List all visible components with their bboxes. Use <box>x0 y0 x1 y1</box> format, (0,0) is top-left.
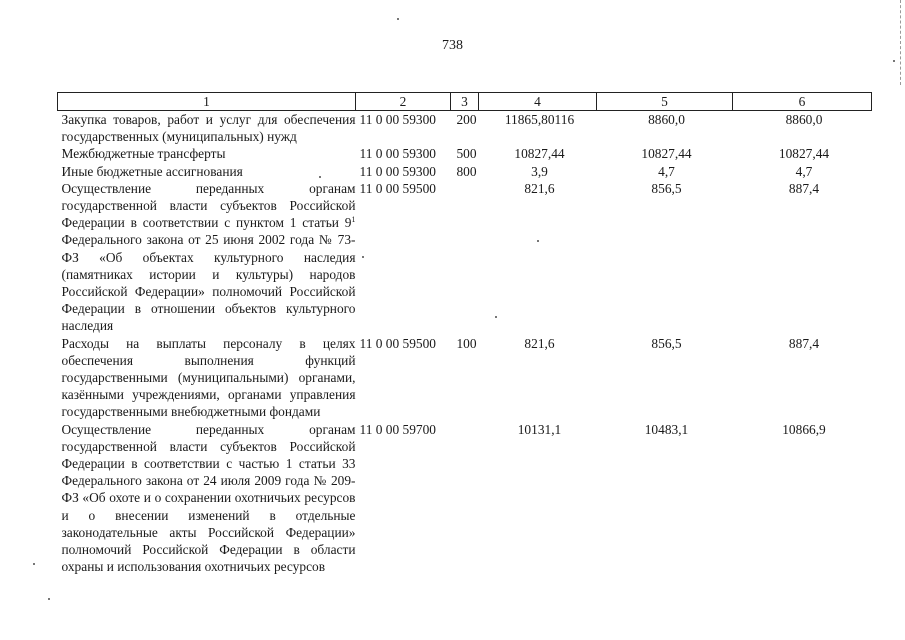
row-value-col6: 10866,9 <box>782 421 826 437</box>
column-header-5: 5 <box>597 93 733 111</box>
page-number: 738 <box>442 38 463 53</box>
row-name: Расходы на выплаты персоналу в целях обеспечения выполнения функций государственными (муниципальными) органами, казёнными учреждениями, органами управления государственными внебюджетными фондами <box>61 335 356 420</box>
column-header-2: 2 <box>356 93 451 111</box>
row-name-part: Федерального закона от 25 июня 2002 года № 73-ФЗ «Об объектах культурного наследия (памятниках истории и культуры) народов Российской Федерации» полномочий Российской Федерации в отношении объектов культурного наследия <box>61 232 356 334</box>
row-code: 11 0 00 59500 <box>359 180 436 196</box>
superscript-mark: 1 <box>351 215 356 225</box>
table-row <box>58 111 872 146</box>
row-value-col4: 821,6 <box>524 180 555 196</box>
row-code: 11 0 00 59300 <box>359 163 436 179</box>
table-row <box>58 421 872 576</box>
table-row <box>58 335 872 421</box>
table-row <box>58 163 872 180</box>
row-value-col4: 821,6 <box>524 335 555 351</box>
row-value-col6: 4,7 <box>795 163 813 179</box>
row-name: Осуществление переданных органам государственной власти субъектов Российской Федерации в соответствии с частью 1 статьи 33 Федерального закона от 24 июля 2009 года № 209-ФЗ «Об охоте и о сохранении охотничьих ресурсов и о внесении изменений в отдельные законодательные акты Российской Федерации» полномочий Российской Федерации в области охраны и использования охотничьих ресурсов <box>61 421 356 575</box>
row-code: 11 0 00 59700 <box>359 421 436 437</box>
row-value-col5: 10827,44 <box>641 146 692 162</box>
row-code: 11 0 00 59300 <box>359 112 436 127</box>
column-header-1: 1 <box>58 93 356 111</box>
row-value-col6: 10827,44 <box>778 146 830 162</box>
row-type: 500 <box>456 146 477 162</box>
row-name <box>58 180 356 335</box>
column-header-3: 3 <box>451 93 479 111</box>
row-type <box>451 421 479 576</box>
row-type: 800 <box>456 163 477 179</box>
column-header-6: 6 <box>733 93 872 111</box>
row-value-col4: 10827,44 <box>514 146 565 162</box>
row-type <box>451 180 479 335</box>
row-value-col6: 8860,0 <box>785 112 823 127</box>
row-value-col6: 887,4 <box>788 180 820 196</box>
row-value-col4: 11865,80116 <box>504 112 575 127</box>
row-value-col5: 8860,0 <box>648 112 685 127</box>
scan-speck <box>893 60 895 62</box>
row-value-col5: 856,5 <box>651 335 682 351</box>
row-name: Закупка товаров, работ и услуг для обеспечения государственных (муниципальных) нужд <box>61 112 356 145</box>
row-value-col5: 856,5 <box>651 180 682 196</box>
row-code: 11 0 00 59500 <box>359 335 436 351</box>
row-value-col6: 887,4 <box>788 335 820 351</box>
row-name-part: Осуществление переданных органам государственной власти субъектов Российской Федерации в соответствии с пунктом 1 статьи 9 <box>61 180 356 231</box>
row-type: 100 <box>456 335 477 351</box>
row-value-col5: 4,7 <box>658 163 675 179</box>
scan-speck <box>33 563 35 565</box>
row-name: Иные бюджетные ассигнования <box>61 163 243 179</box>
table-row <box>58 145 872 162</box>
row-code: 11 0 00 59300 <box>359 146 436 162</box>
row-type: 200 <box>456 112 477 127</box>
row-value-col5: 10483,1 <box>644 421 689 437</box>
scan-speck <box>48 598 50 600</box>
row-value-col4: 3,9 <box>531 163 548 179</box>
table-row <box>58 180 872 335</box>
budget-table <box>57 92 872 575</box>
column-header-4: 4 <box>479 93 597 111</box>
row-value-col4: 10131,1 <box>517 421 562 437</box>
row-name: Межбюджетные трансферты <box>61 146 226 162</box>
header-row <box>58 93 872 111</box>
scan-speck <box>397 18 399 20</box>
